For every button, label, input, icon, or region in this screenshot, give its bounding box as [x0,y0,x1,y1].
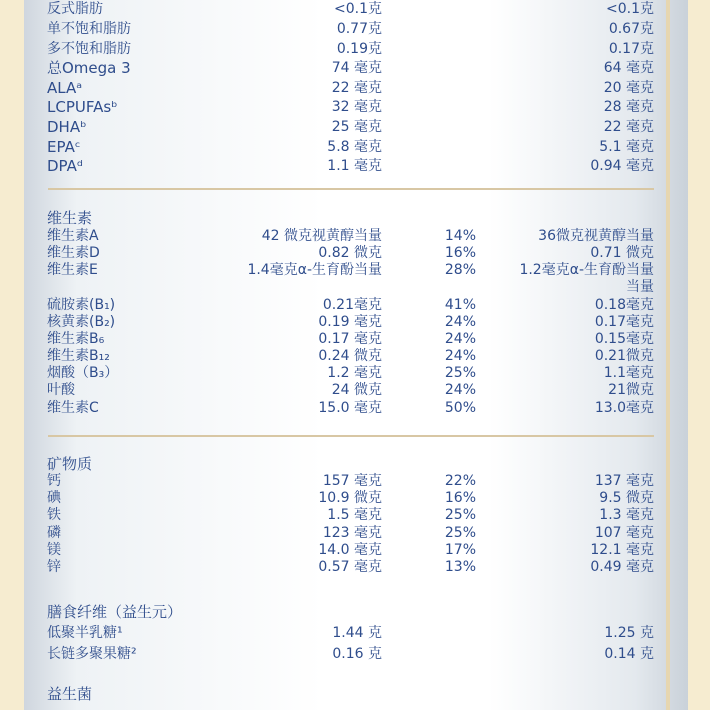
section-divider [48,188,654,190]
value-per-serving: 0.21毫克 [322,297,382,313]
value-per-serving: 25 毫克 [331,119,382,135]
nutrient-label: 多不饱和脂肪 [47,41,131,57]
value-per-serving: 14.0 毫克 [318,542,382,558]
value-per-100: 0.17克 [608,41,654,57]
value-per-serving: 1.5 毫克 [327,507,382,523]
nrv-percent: 25% [444,507,476,523]
table-row [0,118,710,136]
value-per-serving: 0.19 毫克 [318,314,382,330]
value-per-serving: 0.19克 [336,41,382,57]
value-per-100: 21微克 [608,382,654,398]
nutrient-label: EPAᶜ [47,138,81,156]
value-per-100: 0.17毫克 [594,314,654,330]
section-divider [48,435,654,437]
value-per-100: 1.3 毫克 [599,507,654,523]
value-per-serving: 0.17 毫克 [318,331,382,347]
nutrient-label: 单不饱和脂肪 [47,21,131,37]
table-row [0,20,710,38]
table-row [0,157,710,175]
table-row [0,244,710,262]
value-per-100: 当量 [626,279,654,295]
value-per-100: 0.15毫克 [594,331,654,347]
table-row [0,347,710,365]
value-per-100: 0.67克 [608,21,654,37]
table-row [0,330,710,348]
value-per-serving: 0.16 克 [332,646,382,662]
table-row [0,541,710,559]
nutrient-label: DPAᵈ [47,157,83,175]
value-per-100: 0.21微克 [594,348,654,364]
value-per-serving: <0.1克 [334,1,382,17]
value-per-100: 0.71 微克 [590,245,654,261]
value-per-serving: 1.1 毫克 [327,158,382,174]
nutrient-label: 维生素B₁₂ [47,348,110,364]
nrv-percent: 41% [444,297,476,313]
value-per-serving: 157 毫克 [322,473,382,489]
table-row [0,296,710,314]
section-heading-probiotics: 益生菌 [47,685,93,703]
value-per-serving: 74 毫克 [331,60,382,76]
nrv-percent: 28% [444,262,476,278]
nrv-percent: 16% [444,245,476,261]
table-row [0,40,710,58]
value-per-100: 0.94 毫克 [590,158,654,174]
value-per-serving: 123 毫克 [322,525,382,541]
value-per-serving: 1.44 克 [332,625,382,641]
value-per-100: <0.1克 [606,1,654,17]
table-row [0,79,710,97]
nutrient-label: 磷 [47,525,61,541]
table-row [0,489,710,507]
value-per-100: 36微克视黄醇当量 [538,228,654,244]
value-per-100: 5.1 毫克 [599,139,654,155]
table-row [0,98,710,116]
value-per-100: 0.18毫克 [594,297,654,313]
value-per-100: 1.25 克 [604,625,654,641]
nutrient-label: 镁 [47,542,61,558]
nrv-percent: 25% [444,365,476,381]
table-row [0,59,710,77]
nrv-percent: 17% [444,542,476,558]
nutrient-label: 钙 [47,473,61,489]
value-per-100: 1.2毫克α-生育酚当量 [519,262,654,278]
nutrient-label: 低聚半乳糖¹ [47,625,123,641]
value-per-100: 0.49 毫克 [590,559,654,575]
nutrient-label: 反式脂肪 [47,1,103,17]
value-per-serving: 10.9 微克 [318,490,382,506]
value-per-100: 137 毫克 [594,473,654,489]
nrv-percent: 24% [444,382,476,398]
nutrient-label: 铁 [47,507,61,523]
nrv-percent: 14% [444,228,476,244]
nutrient-label: 烟酸（B₃） [47,365,119,381]
table-row [0,261,710,279]
value-per-serving: 15.0 毫克 [318,400,382,416]
nutrient-label: 长链多聚果糖² [47,646,137,662]
nutrient-label: 锌 [47,559,61,575]
value-per-serving: 5.8 毫克 [327,139,382,155]
table-row [0,364,710,382]
nrv-percent: 16% [444,490,476,506]
table-row [0,558,710,576]
value-per-serving: 1.4毫克α-生育酚当量 [247,262,382,278]
value-per-serving: 1.2 毫克 [327,365,382,381]
value-per-100: 1.1毫克 [603,365,654,381]
value-per-100: 9.5 微克 [599,490,654,506]
nutrient-label: 维生素E [47,262,98,278]
nutrient-label: 核黄素(B₂) [47,314,116,330]
value-per-100: 13.0毫克 [594,400,654,416]
value-per-100: 20 毫克 [603,80,654,96]
nutrient-label: ALAᵃ [47,79,83,97]
nutrient-label: 碘 [47,490,61,506]
nutrient-label: 硫胺素(B₁) [47,297,116,313]
value-per-serving: 0.57 毫克 [318,559,382,575]
nrv-percent: 24% [444,331,476,347]
nrv-percent: 50% [444,400,476,416]
section-heading-fiber: 膳食纤维（益生元） [47,603,183,621]
nutrient-label: 维生素C [47,400,99,416]
value-per-100: 12.1 毫克 [590,542,654,558]
nutrient-label: DHAᵇ [47,118,87,136]
nutrient-label: 总Omega 3 [47,59,131,77]
table-row [0,645,710,663]
section-heading-minerals: 矿物质 [47,455,93,473]
table-row [0,399,710,417]
nutrient-label: 维生素A [47,228,99,244]
value-per-serving: 24 微克 [331,382,382,398]
value-per-serving: 22 毫克 [331,80,382,96]
nrv-percent: 22% [444,473,476,489]
value-per-serving: 0.82 微克 [318,245,382,261]
value-per-100: 0.14 克 [604,646,654,662]
value-per-serving: 32 毫克 [331,99,382,115]
nrv-percent: 24% [444,314,476,330]
nrv-percent: 24% [444,348,476,364]
value-per-serving: 0.24 微克 [318,348,382,364]
nrv-percent: 25% [444,525,476,541]
value-per-100: 107 毫克 [594,525,654,541]
table-row [0,0,710,18]
table-row [0,624,710,642]
nutrient-label: 维生素B₆ [47,331,105,347]
table-row [0,472,710,490]
section-heading-vitamins: 维生素 [47,209,93,227]
value-per-serving: 42 微克视黄醇当量 [261,228,382,244]
table-row [0,506,710,524]
value-per-100: 22 毫克 [603,119,654,135]
table-row [0,524,710,542]
table-row [0,138,710,156]
value-per-100: 28 毫克 [603,99,654,115]
table-row-continuation [0,278,710,296]
nutrient-label: 维生素D [47,245,100,261]
nutrient-label: 叶酸 [47,382,75,398]
value-per-100: 64 毫克 [603,60,654,76]
value-per-serving: 0.77克 [336,21,382,37]
table-row [0,381,710,399]
nrv-percent: 13% [444,559,476,575]
table-row [0,227,710,245]
table-row [0,313,710,331]
nutrient-label: LCPUFAsᵇ [47,98,118,116]
